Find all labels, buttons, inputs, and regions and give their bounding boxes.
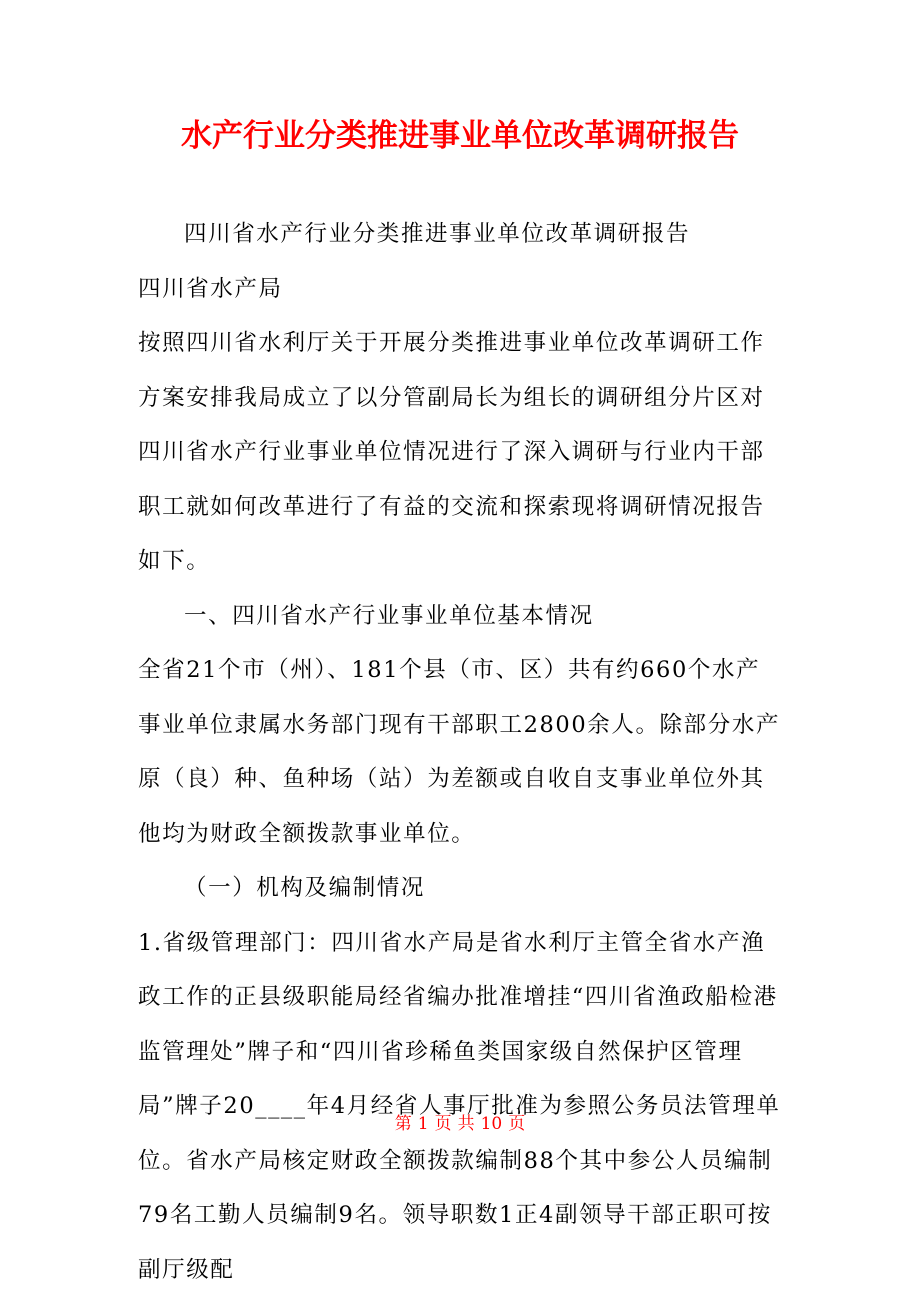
section-1-paragraph: 全省21个市（州）、181个县（市、区）共有约660个水产事业单位隶属水务部门现有干部职工2800余人。除部分水产原（良）种、鱼种场（站）为差额或自收自支事业单位外其他均为财政全额拨款事业单位。 xyxy=(138,643,783,861)
subsection-heading-1: （一）机构及编制情况 xyxy=(138,861,783,916)
subsection-1-paragraph: 1.省级管理部门：四川省水产局是省水利厅主管全省水产渔政工作的正县级职能局经省编办批准增挂“四川省渔政船检港监管理处”牌子和“四川省珍稀鱼类国家级自然保护区管理局”牌子20____年4月经省人事厅批准为参照公务员法管理单位。省水产局核定财政全额拨款编制88个其中参公人员编制79名工勤人员编制9名。领导职数1正4副领导干部正职可按副厅级配 xyxy=(138,916,783,1297)
report-heading: 四川省水产行业分类推进事业单位改革调研报告 xyxy=(138,207,783,262)
footer-word: 第 xyxy=(395,1114,412,1134)
document-title: 水产行业分类推进事业单位改革调研报告 xyxy=(0,112,920,160)
footer-current-page: 1 xyxy=(418,1114,429,1134)
footer-word: 页 xyxy=(435,1114,452,1134)
intro-paragraph: 按照四川省水利厅关于开展分类推进事业单位改革调研工作方案安排我局成立了以分管副局长为组长的调研组分片区对四川省水产行业事业单位情况进行了深入调研与行业内干部职工就如何改革进行了有益的交流和探索现将调研情况报告如下。 xyxy=(138,316,783,589)
page-footer xyxy=(0,1110,920,1138)
footer-word: 页 xyxy=(508,1114,525,1134)
author-line: 四川省水产局 xyxy=(138,262,783,317)
footer-total-pages: 10 xyxy=(481,1114,503,1134)
footer-word: 共 xyxy=(458,1114,475,1134)
section-heading-1: 一、四川省水产行业事业单位基本情况 xyxy=(138,589,783,644)
